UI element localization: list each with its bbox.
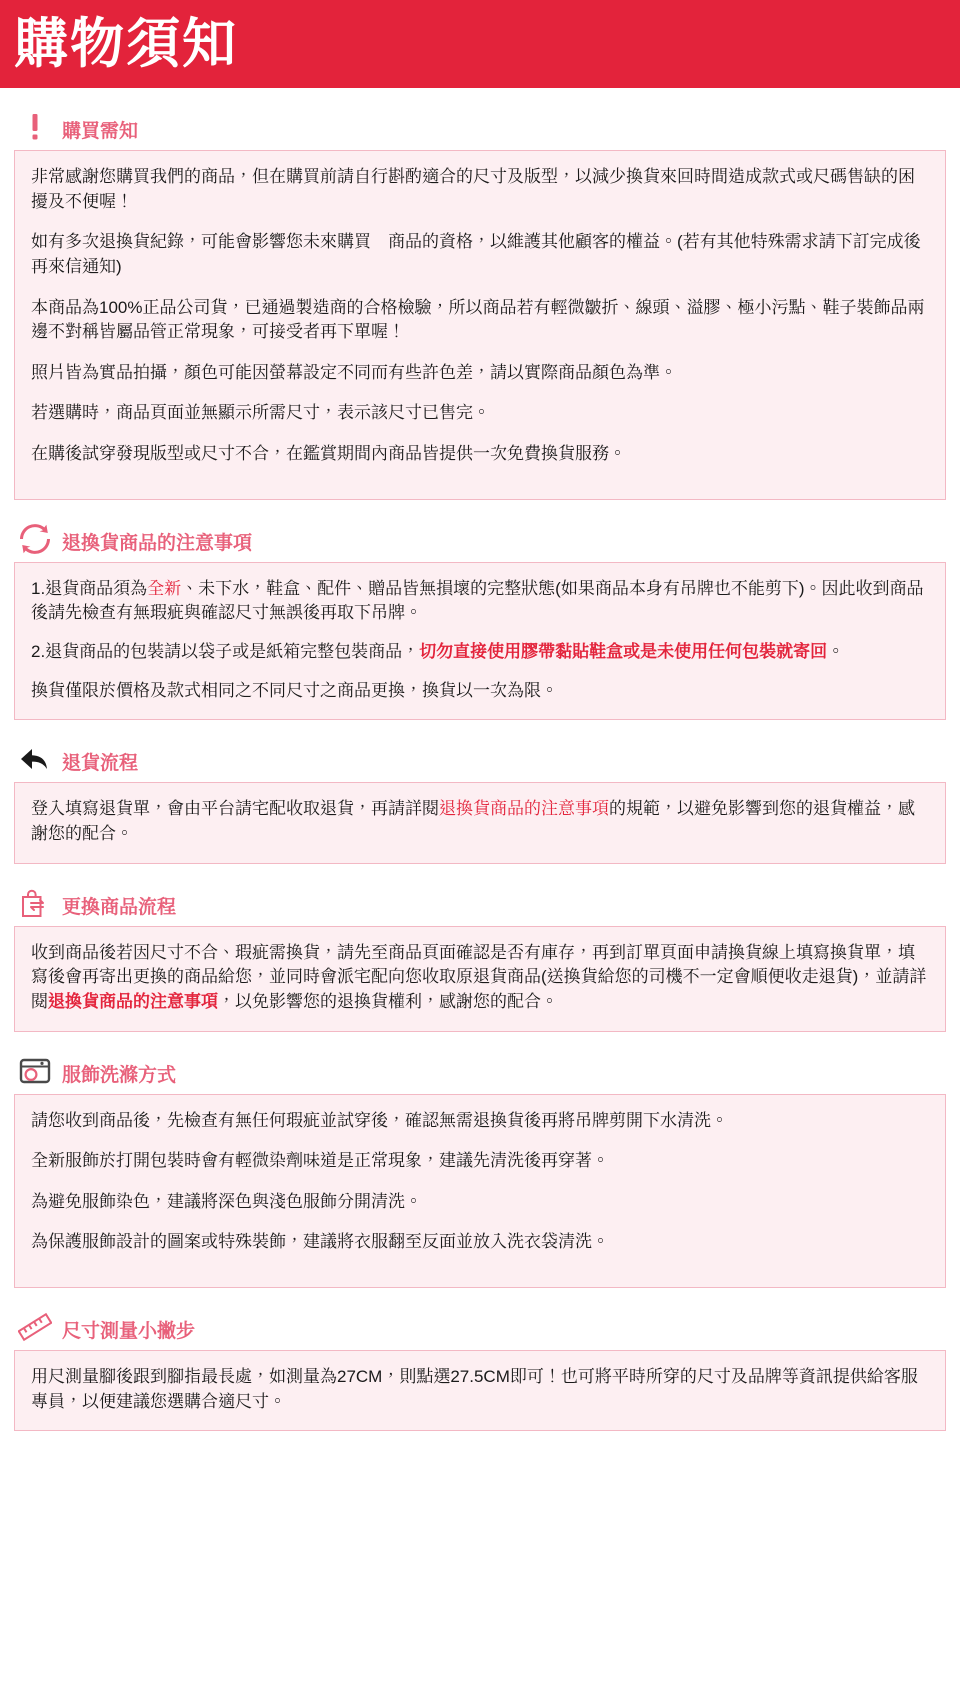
paragraph (31, 401, 929, 426)
paragraph (31, 1365, 929, 1414)
text-run: 非常感謝您購買我們的商品，但在購買前請自行斟酌適合的尺寸及版型，以減少換貨來回時間造成款式或尺碼售缺的困擾及不便喔！ (31, 167, 915, 211)
section-exchange-process (0, 880, 960, 1032)
section-header-exchange-process (18, 880, 946, 920)
section-body-size-measure-tips (14, 1350, 946, 1431)
text-run: ，以免影響您的退換貨權利，感謝您的配合。 (218, 991, 558, 1011)
section-title: 購買需知 (62, 121, 139, 142)
section-title: 尺寸測量小撇步 (62, 1321, 196, 1343)
section-purchase-notice (0, 104, 960, 500)
paragraph (31, 1149, 929, 1174)
section-header-return-process (18, 736, 946, 776)
text-run: 1.退貨商品須為 (31, 578, 148, 598)
section-return-exchange-notes (0, 516, 960, 721)
paragraph (31, 296, 929, 345)
paragraph (31, 1190, 929, 1215)
page-title: 購物須知 (14, 14, 238, 74)
section-header-washing-instructions (18, 1048, 946, 1088)
section-body-purchase-notice (14, 150, 946, 500)
paragraph (31, 442, 929, 467)
text-run: 的規範，以避免影響到您的退貨權益，感謝您的配合。 (31, 799, 915, 843)
section-header-return-exchange-notes (18, 516, 946, 556)
section-header-purchase-notice (18, 104, 946, 144)
section-washing-instructions (0, 1048, 960, 1289)
ruler-icon (18, 1310, 52, 1344)
section-body-washing-instructions (14, 1094, 946, 1289)
text-run: 若選購時，商品頁面並無顯示所需尺寸，表示該尺寸已售完。 (31, 403, 490, 423)
section-title: 更換商品流程 (62, 896, 177, 918)
text-run: 本商品為100%正品公司貨，已通過製造商的合格檢驗，所以商品若有輕微皺折、線頭、溢膠、極小污點、鞋子裝飾品兩邊不對稱皆屬品管正常現象，可接受者再下單喔！ (31, 297, 925, 342)
back-arrow-icon (18, 742, 52, 776)
text-run: 全新服飾於打開包裝時會有輕微染劑味道是正常現象，建議先清洗後再穿著。 (31, 1151, 609, 1171)
text-run: 2.退貨商品的包裝請以袋子或是紙箱完整包裝商品， (31, 642, 420, 662)
text-run: 為保護服飾設計的圖案或特殊裝飾，建議將衣服翻至反面並放入洗衣袋清洗。 (31, 1232, 609, 1252)
paragraph (31, 1109, 929, 1134)
paragraph (31, 941, 929, 1015)
section-title: 服飾洗滌方式 (62, 1064, 177, 1086)
section-body-exchange-process (14, 926, 946, 1032)
paragraph (31, 577, 929, 626)
text-run: 。 (827, 642, 845, 662)
text-run: 請您收到商品後，先檢查有無任何瑕疵並試穿後，確認無需退換貨後再將吊牌剪開下水清洗。 (31, 1110, 728, 1130)
highlighted-text-run: 退換貨商品的注意事項 (48, 991, 218, 1011)
text-run: 換貨僅限於價格及款式相同之不同尺寸之商品更換，換貨以一次為限。 (31, 680, 558, 700)
section-body-return-process (14, 782, 946, 863)
refresh-cycle-icon (18, 522, 52, 556)
text-run: 用尺測量腳後跟到腳指最長處，如測量為27CM，則點選27.5CM即可！也可將平時所穿的尺寸及品牌等資訊提供給客服專員，以便建議您選購合適尺寸。 (31, 1367, 918, 1411)
section-title: 退換貨商品的注意事項 (62, 532, 253, 554)
highlighted-text-run: 切勿直接使用膠帶黏貼鞋盒或是未使用任何包裝就寄回 (419, 642, 828, 662)
text-run: 、未下水，鞋盒、配件、贈品皆無損壞的完整狀態(如果商品本身有吊牌也不能剪下)。因此收到商品後請先檢查有無瑕疵與確認尺寸無誤後再取下吊牌。 (31, 578, 924, 623)
sections-container (0, 104, 960, 1431)
page-banner (0, 0, 960, 88)
paragraph (31, 165, 929, 214)
paragraph (31, 797, 929, 846)
section-header-size-measure-tips (18, 1304, 946, 1344)
exclamation-icon (18, 110, 52, 144)
section-return-process (0, 736, 960, 863)
paragraph (31, 640, 929, 665)
text-run: 在購後試穿發現版型或尺寸不合，在鑑賞期間內商品皆提供一次免費換貨服務。 (31, 444, 626, 464)
text-run: 登入填寫退貨單，會由平台請宅配收取退貨，再請詳閱 (31, 799, 439, 819)
paragraph (31, 361, 929, 386)
paragraph (31, 1230, 929, 1255)
highlighted-text-run: 全新 (147, 578, 182, 598)
paragraph (31, 230, 929, 279)
text-run: 如有多次退換貨紀錄，可能會影響您未來購買 商品的資格，以維護其他顧客的權益。(若有其他特殊需求請下訂完成後再來信通知) (31, 232, 921, 276)
section-size-measure-tips (0, 1304, 960, 1431)
text-run: 收到商品後若因尺寸不合、瑕疵需換貨，請先至商品頁面確認是否有庫存，再到訂單頁面申請換貨線上填寫換貨單，填寫後會再寄出更換的商品給您，並同時會派宅配向您收取原退貨商品(送換貨給您的司機不一定會順便收走退貨)，並請詳閱 (31, 942, 927, 1011)
section-body-return-exchange-notes (14, 562, 946, 721)
highlighted-text-run: 退換貨商品的注意事項 (439, 799, 609, 819)
section-title: 退貨流程 (62, 753, 139, 775)
shopping-bag-exchange-icon (18, 886, 52, 920)
text-run: 照片皆為實品拍攝，顏色可能因螢幕設定不同而有些許色差，請以實際商品顏色為準。 (31, 362, 677, 382)
washing-machine-icon (18, 1054, 52, 1088)
text-run: 為避免服飾染色，建議將深色與淺色服飾分開清洗。 (31, 1191, 422, 1211)
paragraph (31, 679, 929, 704)
